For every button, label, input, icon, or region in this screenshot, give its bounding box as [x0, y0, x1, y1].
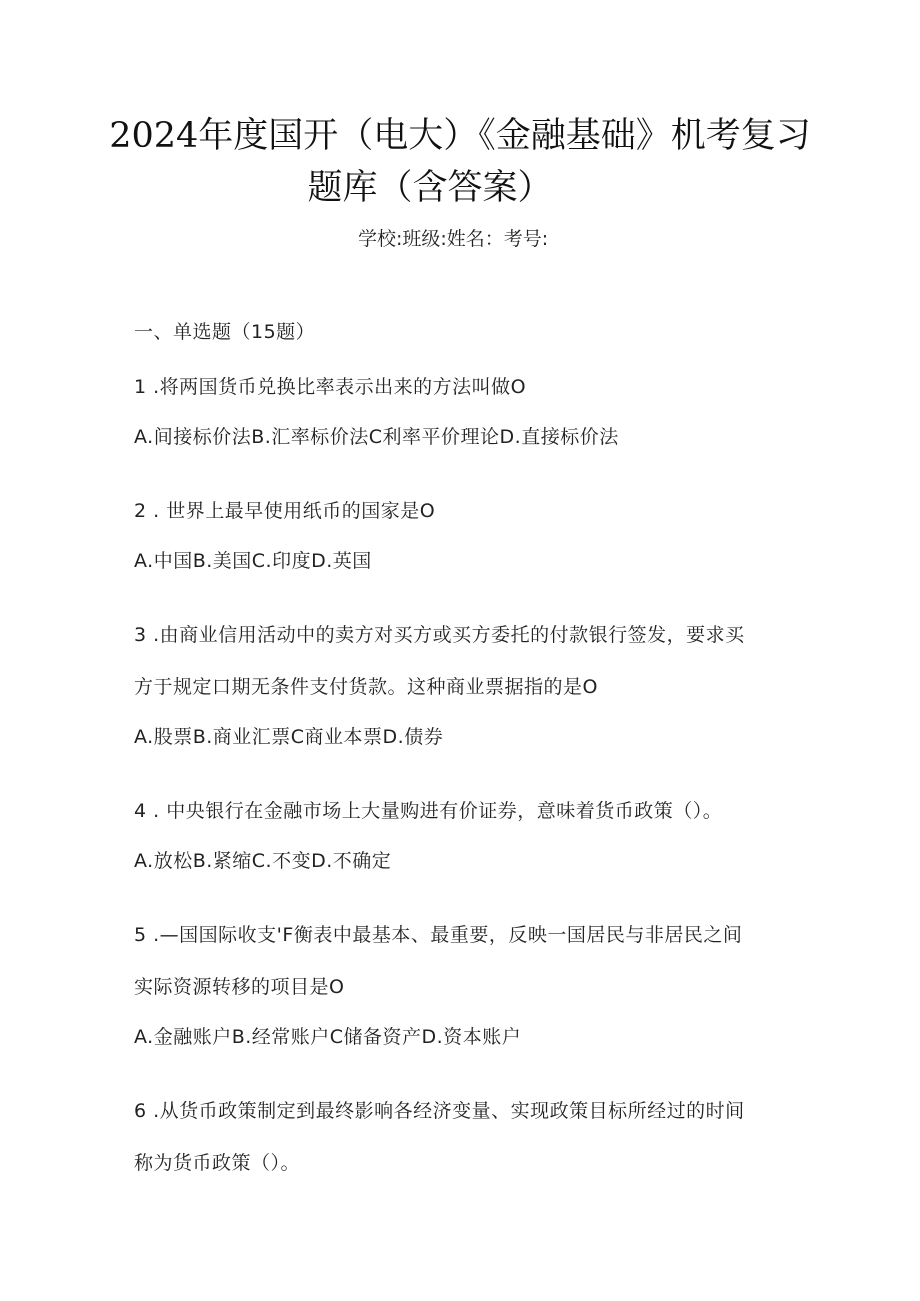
- question-3-stem-line-2: 方于规定口期无条件支付货款。这种商业票据指的是O: [134, 676, 598, 698]
- question-6-stem-line-1: 6 .从货币政策制定到最终影响各经济变量、实现政策目标所经过的时间: [134, 1100, 745, 1122]
- document-title-line-1: 2024年度国开（电大）《金融基础》机考复习: [109, 116, 811, 156]
- question-1-stem: 1 .将两国货币兑换比率表示出来的方法叫做O: [134, 376, 527, 398]
- question-2-stem: 2 . 世界上最早使用纸币的国家是O: [134, 500, 436, 522]
- document-title-line-2: 题库（含答案）: [307, 168, 553, 208]
- question-4-options: A.放松B.紧缩C.不变D.不确定: [134, 850, 392, 872]
- question-5-stem-line-1: 5 .—国国际收支'F衡表中最基本、最重要，反映一国居民与非居民之间: [134, 924, 743, 946]
- question-3-stem-line-1: 3 .由商业信用活动中的卖方对买方或买方委托的付款银行签发，要求买: [134, 624, 745, 646]
- question-5-options: A.金融账户B.经常账户C储备资产D.资本账户: [134, 1026, 522, 1048]
- question-2-options: A.中国B.美国C.印度D.英国: [134, 550, 372, 572]
- student-info-line: 学校:班级:姓名：考号:: [358, 228, 549, 250]
- question-1-options: A.间接标价法B.汇率标价法C利率平价理论D.直接标价法: [134, 426, 619, 448]
- question-4-stem: 4 . 中央银行在金融市场上大量购进有价证券，意味着货币政策（）。: [134, 800, 723, 822]
- section-heading: 一、单选题（15题）: [134, 321, 316, 343]
- question-5-stem-line-2: 实际资源转移的项目是O: [134, 976, 345, 998]
- question-6-stem-line-2: 称为货币政策（）。: [134, 1152, 301, 1174]
- question-3-options: A.股票B.商业汇票C商业本票D.债券: [134, 726, 444, 748]
